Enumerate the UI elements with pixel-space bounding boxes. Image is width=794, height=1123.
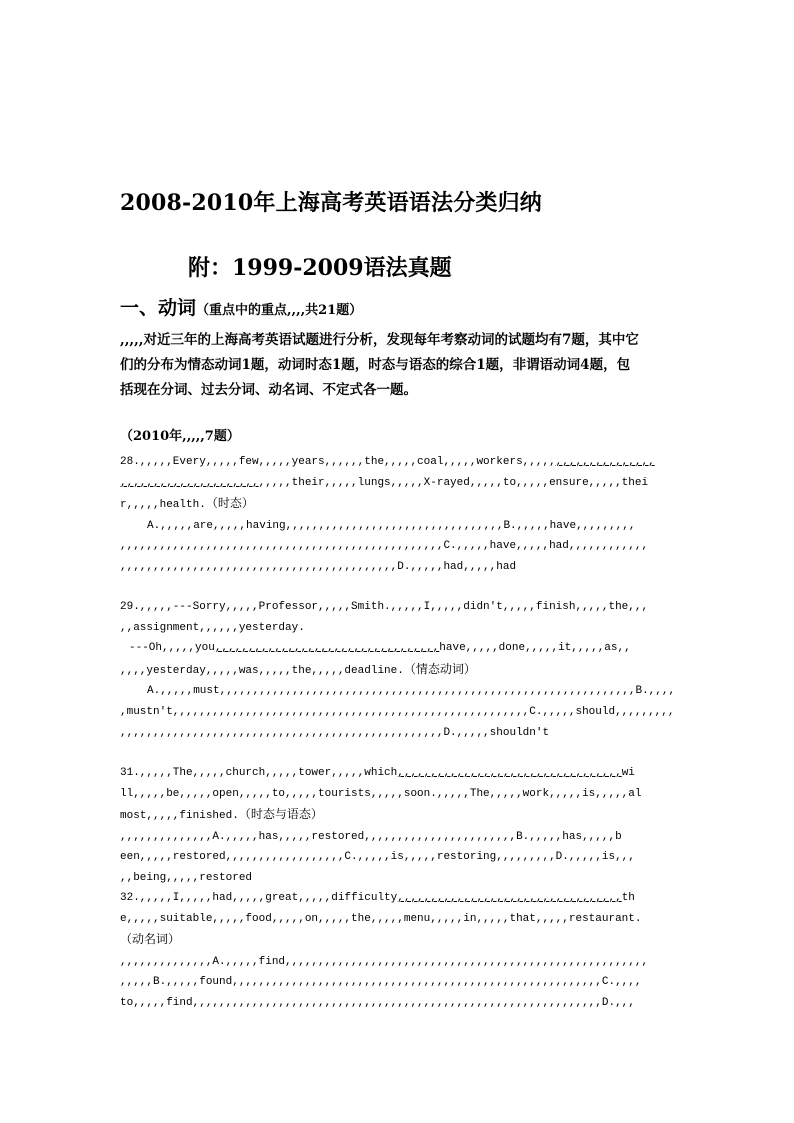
year-label: （2010年,,,,,7题） (120, 429, 240, 444)
question-line: r,,,,,health.（时态） (120, 496, 254, 512)
document-subtitle: 附：1999-2009语法真题 (188, 255, 452, 281)
option-line: ,mustn't,,,,,,,,,,,,,,,,,,,,,,,,,,,,,,,,,,,,,,,,,,,,,,,,,,,,,,C.,,,,,should,,,,,,,,, (120, 705, 675, 718)
grammar-tag: （时态与语态） (238, 807, 323, 822)
section-title: 一、动词 (120, 297, 197, 319)
section-note: （重点中的重点,,,,共21题） (196, 303, 363, 318)
question-31 (120, 763, 688, 889)
option-line: to,,,,,find,,,,,,,,,,,,,,,,,,,,,,,,,,,,,,,,,,,,,,,,,,,,,,,,,,,,,,,,,,,,,,D.,,, (120, 996, 635, 1009)
intro-line: ,,,,,对近三年的上海高考英语试题进行分析，发现每年考察动词的试题均有7题，其中它 (120, 332, 639, 348)
option-line: een,,,,,restored,,,,,,,,,,,,,,,,,,C.,,,,,is,,,,,restoring,,,,,,,,,D.,,,,,is,,, (120, 851, 635, 864)
document-title: 2008-2010年上海高考英语语法分类归纳 (120, 190, 542, 216)
question-28 (120, 452, 688, 578)
question-line (120, 929, 688, 952)
answer-blank: ,,,,,,,,,,,,,,,,,,,,,,,,,,,,,,,,,, (397, 767, 622, 779)
option-line: ,,being,,,,,restored (120, 871, 253, 884)
question-line: ,,,,yesterday,,,,,was,,,,,the,,,,,deadline.（情态动词） (120, 661, 476, 677)
intro-line: 们的分布为情态动词1题，动词时态1题，时态与语态的综合1题，非谓语动词4题，包 (120, 357, 631, 373)
intro-line: 括现在分词、过去分词、动名词、不定式各一题。 (120, 382, 417, 398)
answer-blank: ,,,,,,,,,,,,,,,,,,,,,,,,,,,,,,,,,, (214, 642, 440, 655)
option-line: ,,,,,,,,,,,,,,A.,,,,,find,,,,,,,,,,,,,,,,,,,,,,,,,,,,,,,,,,,,,,,,,,,,,,,,,,,,,,, (120, 955, 649, 968)
option-line: ,,,,,,,,,,,,,,,,,,,,,,,,,,,,,,,,,,,,,,,,,,,,,,,,,D.,,,,,shouldn't (120, 726, 550, 739)
question-line: ---Oh,,,,,you,,,,,,,,,,,,,,,,,,,,,,,,,,,,,,,,,,have,,,,,done,,,,,it,,,,,as,, (129, 642, 631, 655)
question-line: ,,,,,,,,,,,,,,,,,,,,,,,,,,their,,,,,lungs,,,,,X-rayed,,,,,to,,,,,ensure,,,,,thei (120, 476, 649, 489)
option-line: ,,,,,B.,,,,,found,,,,,,,,,,,,,,,,,,,,,,,,,,,,,,,,,,,,,,,,,,,,,,,,,,,,,,,,C.,,,, (120, 976, 642, 989)
grammar-tag: （情态动词） (403, 661, 476, 676)
question-line: 32.,,,,,I,,,,,had,,,,,great,,,,,difficulty,,,,,,,,,,,,,,,,,,,,,,,,,,,,,,,,,,th (120, 892, 635, 904)
question-line: 28.,,,,,Every,,,,,few,,,,,years,,,,,,the,,,,,coal,,,,,workers,,,,,,,,,,,,,,,,,,,, (120, 456, 655, 468)
question-line: 29.,,,,,---Sorry,,,,,Professor,,,,,Smith.,,,,,I,,,,,didn't,,,,,finish,,,,,the,,, (120, 601, 649, 613)
option-line: ,,,,,,,,,,,,,,A.,,,,,has,,,,,restored,,,,,,,,,,,,,,,,,,,,,,,B.,,,,,has,,,,,b (120, 830, 622, 843)
intro-paragraph (120, 328, 690, 403)
section-heading (120, 293, 362, 320)
question-32 (120, 888, 688, 1014)
answer-blank: ,,,,,,,,,,,,,,,,,,,,, (120, 476, 259, 489)
grammar-tag: （时态） (205, 496, 254, 511)
option-line: A.,,,,,must,,,,,,,,,,,,,,,,,,,,,,,,,,,,,,,,,,,,,,,,,,,,,,,,,,,,,,,,,,,,,,,B.,,,, (147, 685, 676, 698)
question-line: ,,assignment,,,,,,yesterday. (120, 621, 305, 634)
answer-blank: ,,,,,,,,,,,,,,, (555, 456, 655, 468)
question-29 (120, 597, 688, 743)
answer-blank: ,,,,,,,,,,,,,,,,,,,,,,,,,,,,,,,,,, (397, 892, 622, 904)
question-line: most,,,,,finished.（时态与语态） (120, 807, 323, 823)
question-line: 31.,,,,,The,,,,,church,,,,,tower,,,,,which,,,,,,,,,,,,,,,,,,,,,,,,,,,,,,,,,,wi (120, 767, 635, 779)
option-line: ,,,,,,,,,,,,,,,,,,,,,,,,,,,,,,,,,,,,,,,,,,D.,,,,,had,,,,,had (120, 560, 517, 573)
option-line: A.,,,,,are,,,,,having,,,,,,,,,,,,,,,,,,,,,,,,,,,,,,,,,B.,,,,,have,,,,,,,,, (147, 519, 636, 532)
question-line: e,,,,,suitable,,,,,food,,,,,on,,,,,the,,,,,menu,,,,,in,,,,,that,,,,,restaurant. (120, 912, 642, 925)
option-line: ,,,,,,,,,,,,,,,,,,,,,,,,,,,,,,,,,,,,,,,,,,,,,,,,,C.,,,,,have,,,,,had,,,,,,,,,,,, (120, 540, 649, 553)
question-line: ll,,,,,be,,,,,open,,,,,to,,,,,tourists,,,,,soon.,,,,,The,,,,,work,,,,,is,,,,,al (120, 787, 642, 800)
grammar-tag: （动名词） (120, 932, 181, 947)
